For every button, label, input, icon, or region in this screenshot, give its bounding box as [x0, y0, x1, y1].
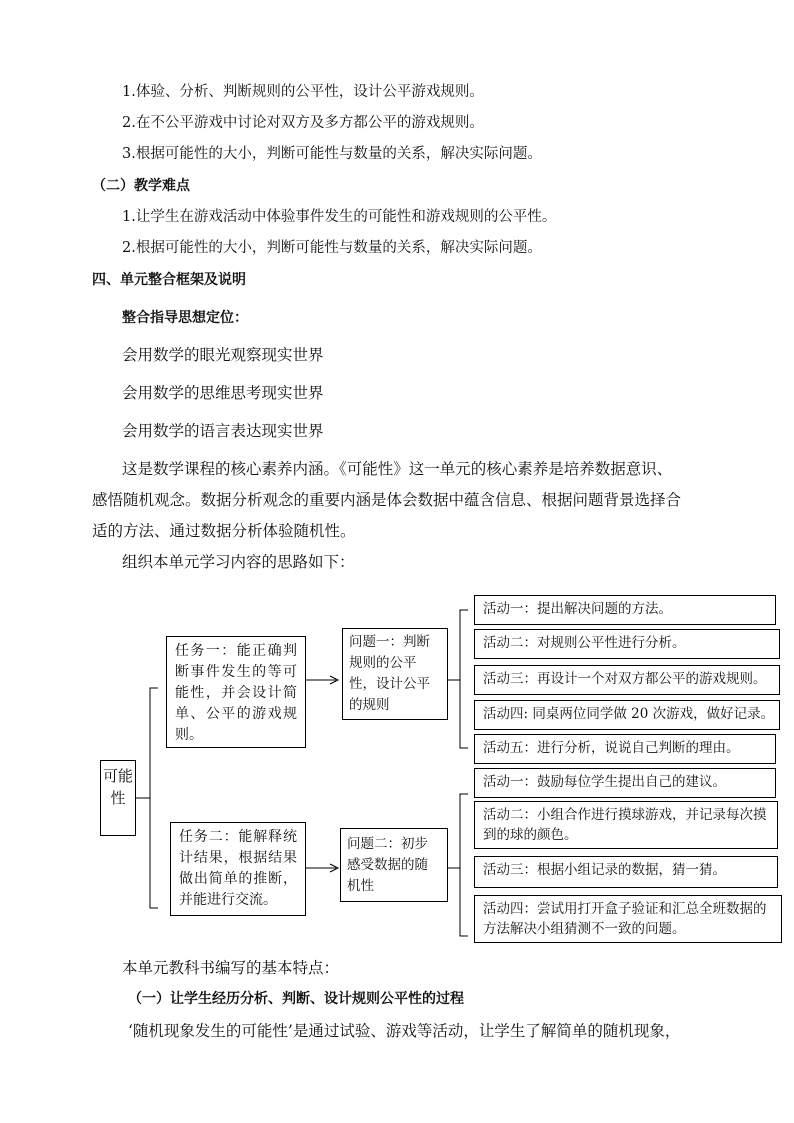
root-bracket [150, 688, 158, 908]
org-line: 组织本单元学习内容的思路如下： [122, 553, 355, 571]
task2-box: 任务二：能解释统计结果，根据结果做出简单的推断，并能进行交流。 [170, 822, 306, 916]
question2-box: 问题二：初步感受数据的随机性 [340, 828, 448, 902]
g1-activity-5: 活动五：进行分析，说说自己判断的理由。 [474, 734, 776, 764]
difficulty-item-2: 2.根据可能性的大小，判断可能性与数量的关系，解决实际问题。 [122, 240, 542, 256]
guide-line-2: 会用数学的思维思考现实世界 [122, 384, 324, 402]
task1-box: 任务一：能正确判断事件发生的等可能性，并会设计简单、公平的游戏规则。 [166, 636, 306, 748]
core-para-line-2: 感悟随机观念。数据分析观念的重要内涵是体会数据中蕴含信息、根据问题背景选择合 [92, 491, 682, 509]
section-4-heading: 四、单元整合框架及说明 [92, 272, 246, 288]
core-para-line-3: 适的方法、通过数据分析体验随机性。 [92, 522, 356, 540]
goal-item-1: 1.体验、分析、判断规则的公平性，设计公平游戏规则。 [122, 84, 484, 100]
diagram-root-box: 可能性 [100, 760, 136, 836]
g1-activity-1: 活动一：提出解决问题的方法。 [474, 595, 776, 625]
guide-line-3: 会用数学的语言表达现实世界 [122, 422, 324, 440]
question1-box: 问题一：判断规则的公平性，设计公平的规则 [342, 628, 448, 720]
group1-bracket [460, 610, 468, 748]
core-para-line-1: 这是数学课程的核心素养内涵。《可能性》这一单元的核心素养是培养数据意识、 [122, 460, 673, 478]
group2-bracket [460, 794, 468, 936]
last-line: ‘随机现象发生的可能性’是通过试验、游戏等活动，让学生了解简单的随机现象， [128, 1022, 681, 1040]
g2-activity-1: 活动一：鼓励每位学生提出自己的建议。 [474, 768, 776, 798]
g2-activity-4: 活动四：尝试用打开盒子验证和汇总全班数据的方法解决小组猜测不一致的问题。 [474, 895, 782, 943]
g1-activity-4: 活动四: 同桌两位同学做 20 次游戏，做好记录。 [474, 700, 780, 730]
difficulty-item-1: 1.让学生在游戏活动中体验事件发生的可能性和游戏规则的公平性。 [122, 209, 557, 225]
guide-heading: 整合指导思想定位： [122, 310, 248, 326]
difficulty-heading: （二）教学难点 [92, 178, 190, 194]
g1-activity-2: 活动二：对规则公平性进行分析。 [474, 629, 780, 659]
goal-item-3: 3.根据可能性的大小，判断可能性与数量的关系，解决实际问题。 [122, 146, 542, 162]
g2-activity-2: 活动二：小组合作进行摸球游戏，并记录每次摸到的球的颜色。 [474, 801, 778, 849]
g2-activity-3: 活动三：根据小组记录的数据，猜一猜。 [474, 856, 778, 888]
g1-activity-3: 活动三：再设计一个对双方都公平的游戏规则。 [474, 665, 780, 695]
feature1-heading: （一）让学生经历分析、判断、设计规则公平性的过程 [128, 991, 464, 1007]
features-line: 本单元教科书编写的基本特点： [122, 959, 340, 977]
goal-item-2: 2.在不公平游戏中讨论对双方及多方都公平的游戏规则。 [122, 115, 484, 131]
guide-line-1: 会用数学的眼光观察现实世界 [122, 346, 324, 364]
